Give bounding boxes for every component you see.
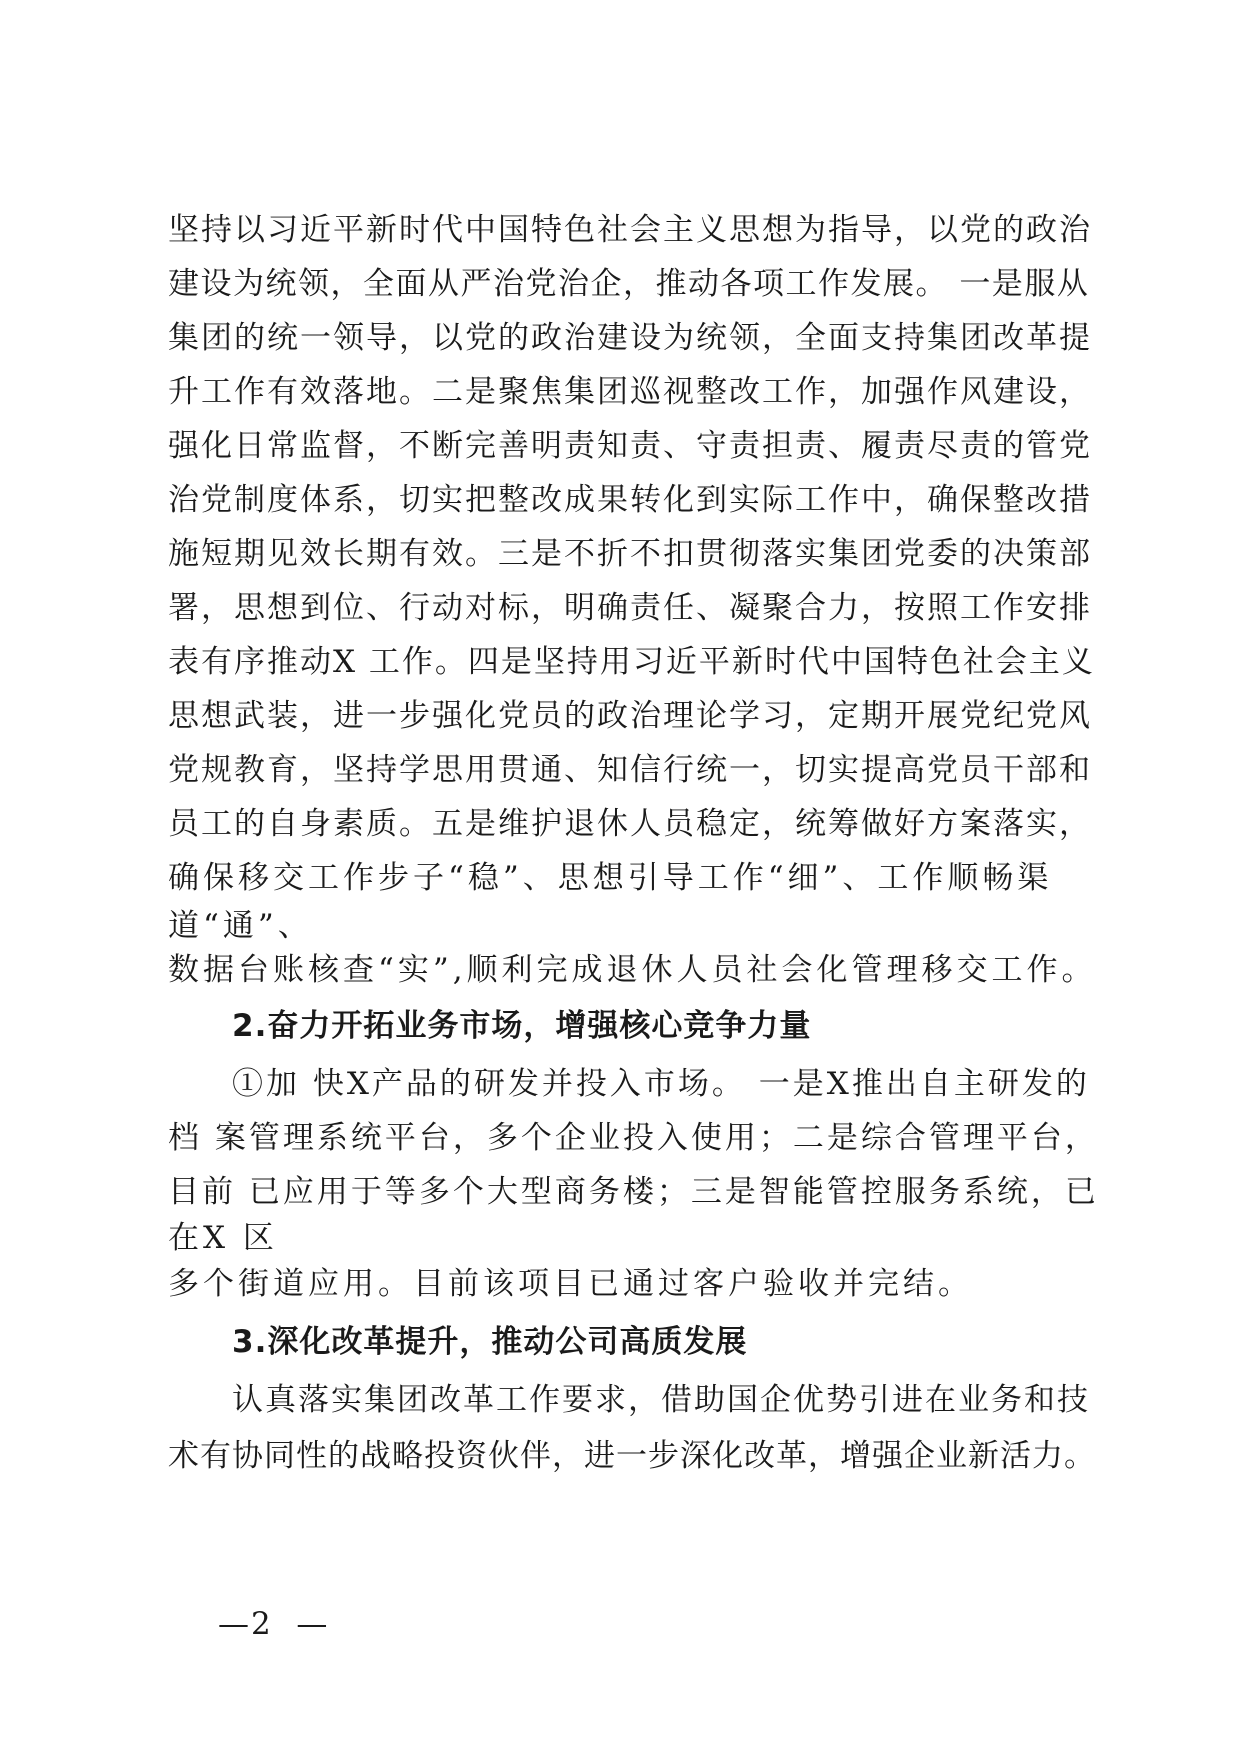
body-line: 思想武装，进一步强化党员的政治理论学习，定期开展党纪党风 (168, 698, 1092, 734)
body-line: 在X 区 (168, 1220, 278, 1256)
body-line: 目前 已应用于等多个大型商务楼；三是智能管控服务系统，已 (168, 1174, 1099, 1210)
body-line: 数据台账核查“实”,顺利完成退休人员社会化管理移交工作。 (168, 952, 1097, 988)
body-line: 多个街道应用。目前该项目已通过客户验收并完结。 (168, 1266, 973, 1302)
body-line: 施短期见效长期有效。三是不折不扣贯彻落实集团党委的决策部 (168, 536, 1092, 572)
body-line: 术有协同性的战略投资伙伴，进一步深化改革，增强企业新活力。 (168, 1438, 1096, 1474)
body-line: 署，思想到位、行动对标，明确责任、凝聚合力，按照工作安排 (168, 590, 1092, 626)
body-line: 集团的统一领导，以党的政治建设为统领，全面支持集团改革提 (168, 320, 1092, 356)
body-line: 档 案管理系统平台，多个企业投入使用；二是综合管理平台， (168, 1120, 1099, 1156)
section-heading-2: 2.奋力开拓业务市场，增强核心竞争力量 (232, 1008, 812, 1044)
body-line: 表有序推动X 工作。四是坚持用习近平新时代中国特色社会主义 (168, 644, 1095, 680)
body-line: 认真落实集团改革工作要求，借助国企优势引进在业务和技 (232, 1382, 1090, 1418)
body-line: 员工的自身素质。五是维护退休人员稳定，统筹做好方案落实， (168, 806, 1092, 842)
body-line: ①加 快X产品的研发并投入市场。 一是X推出自主研发的 (232, 1066, 1090, 1102)
page-number: —2 — (218, 1606, 330, 1642)
section-heading-3: 3.深化改革提升，推动公司高质发展 (232, 1324, 748, 1360)
body-line: 升工作有效落地。二是聚焦集团巡视整改工作，加强作风建设， (168, 374, 1092, 410)
body-line: 党规教育，坚持学思用贯通、知信行统一，切实提高党员干部和 (168, 752, 1092, 788)
body-line: 建设为统领，全面从严治党治企，推动各项工作发展。 一是服从 (168, 266, 1090, 302)
body-line: 强化日常监督，不断完善明责知责、守责担责、履责尽责的管党 (168, 428, 1092, 464)
body-line: 治党制度体系，切实把整改成果转化到实际工作中，确保整改措 (168, 482, 1092, 518)
body-line: 坚持以习近平新时代中国特色社会主义思想为指导，以党的政治 (168, 212, 1092, 248)
body-line: 确保移交工作步子“稳”、思想引导工作“细”、工作顺畅渠 (168, 860, 1053, 896)
body-line: 道“通”、 (168, 908, 313, 944)
